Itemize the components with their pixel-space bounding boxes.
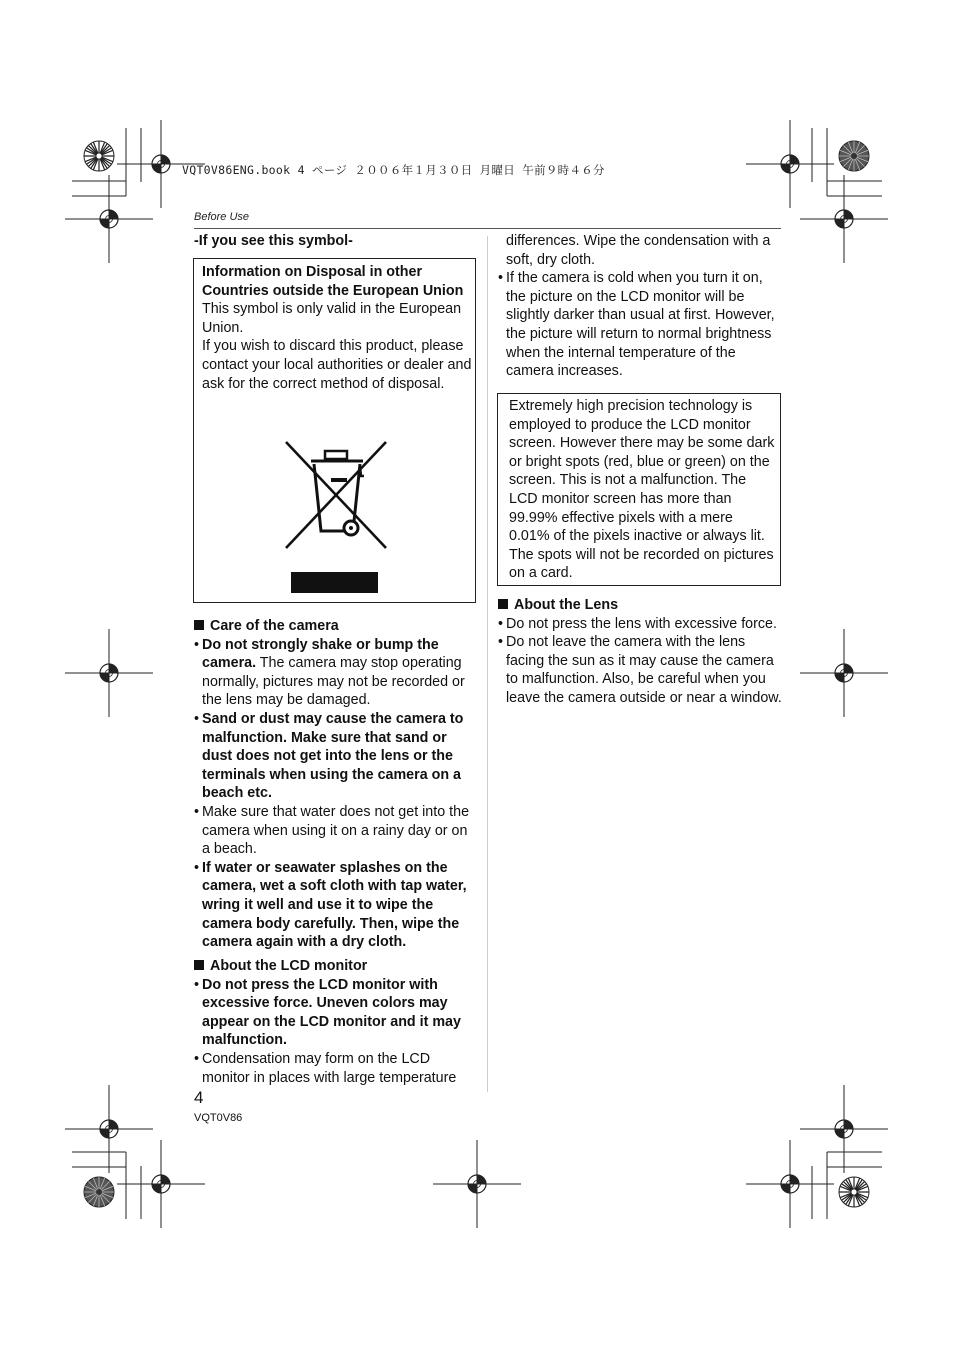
square-bullet-icon (194, 620, 204, 630)
cold-camera-item: • If the camera is cold when you turn it on, the picture on the LCD monitor will be slightly darker than usual at first. However, the picture will return to normal brightness when the internal temperature of the camera increases. (498, 269, 783, 381)
page-number: 4 (194, 1088, 204, 1107)
symbol-intro: -If you see this symbol- (194, 233, 353, 249)
lens-heading: About the Lens (498, 596, 783, 615)
column-divider (487, 236, 488, 1092)
disposal-info-box (193, 258, 476, 603)
square-bullet-icon (194, 960, 204, 970)
disposal-para-1: This symbol is only valid in the European Union. (202, 301, 462, 336)
care-item: • Make sure that water does not get into the camera when using it on a rainy day or on a beach. (194, 803, 479, 859)
section-label: Before Use (194, 211, 250, 223)
care-section (194, 617, 479, 952)
square-bullet-icon (498, 599, 508, 609)
disposal-title: Information on Disposal in other Countries outside the European Union (202, 264, 464, 299)
lcd-continued-text: differences. Wipe the condensation with a soft, dry cloth. (506, 233, 771, 268)
lens-item: • Do not leave the camera with the lens facing the sun as it may cause the camera to malfunction. Also, be careful when you leave the camera outside or near a window. (498, 633, 783, 707)
care-item: • Do not strongly shake or bump the camera. The camera may stop operating normally, pictures may not be recorded or the lens may be damaged. (194, 636, 479, 710)
lcd-item: • Do not press the LCD monitor with excessive force. Uneven colors may appear on the LCD monitor and it may malfunction. (194, 976, 479, 1050)
lcd-section (194, 957, 479, 1087)
lcd-precision-box (497, 393, 781, 586)
crossed-out-bin-icon (281, 439, 393, 555)
care-item: • If water or seawater splashes on the camera, wet a soft cloth with tap water, wring it well and use it to wipe the camera body carefully. Then, wipe the camera again with a dry cloth. (194, 859, 479, 952)
right-top (498, 232, 783, 381)
lcd-item: • Condensation may form on the LCD monitor in places with large temperature (194, 1050, 479, 1087)
lens-section (498, 596, 783, 708)
disposal-para-2: If you wish to discard this product, please contact your local authorities or dealer and ask for the correct method of disposal. (202, 338, 472, 392)
model-code: VQT0V86 (194, 1112, 243, 1124)
care-heading: Care of the camera (194, 617, 479, 636)
lcd-heading: About the LCD monitor (194, 957, 479, 976)
lens-item: • Do not press the lens with excessive force. (498, 615, 783, 634)
disposal-black-bar (291, 572, 378, 593)
header-rule (194, 228, 781, 229)
lcd-precision-text: Extremely high precision technology is employed to produce the LCD monitor screen. However there may be some dark or bright spots (red, blue or green) on the screen. This is not a malfunction. The LCD monitor screen has more than 99.99% effective pixels with a mere 0.01% of the pixels inactive or always lit. The spots will not be recorded on pictures on a card. (509, 398, 775, 582)
left-intro (194, 232, 479, 251)
care-item: • Sand or dust may cause the camera to malfunction. Make sure that sand or dust does not get into the lens or the terminals when using the camera on a beach etc. (194, 710, 479, 803)
print-info-header: VQT0V86ENG.book 4 ページ ２００６年１月３０日 月曜日 午前９時４６分 (182, 163, 605, 177)
